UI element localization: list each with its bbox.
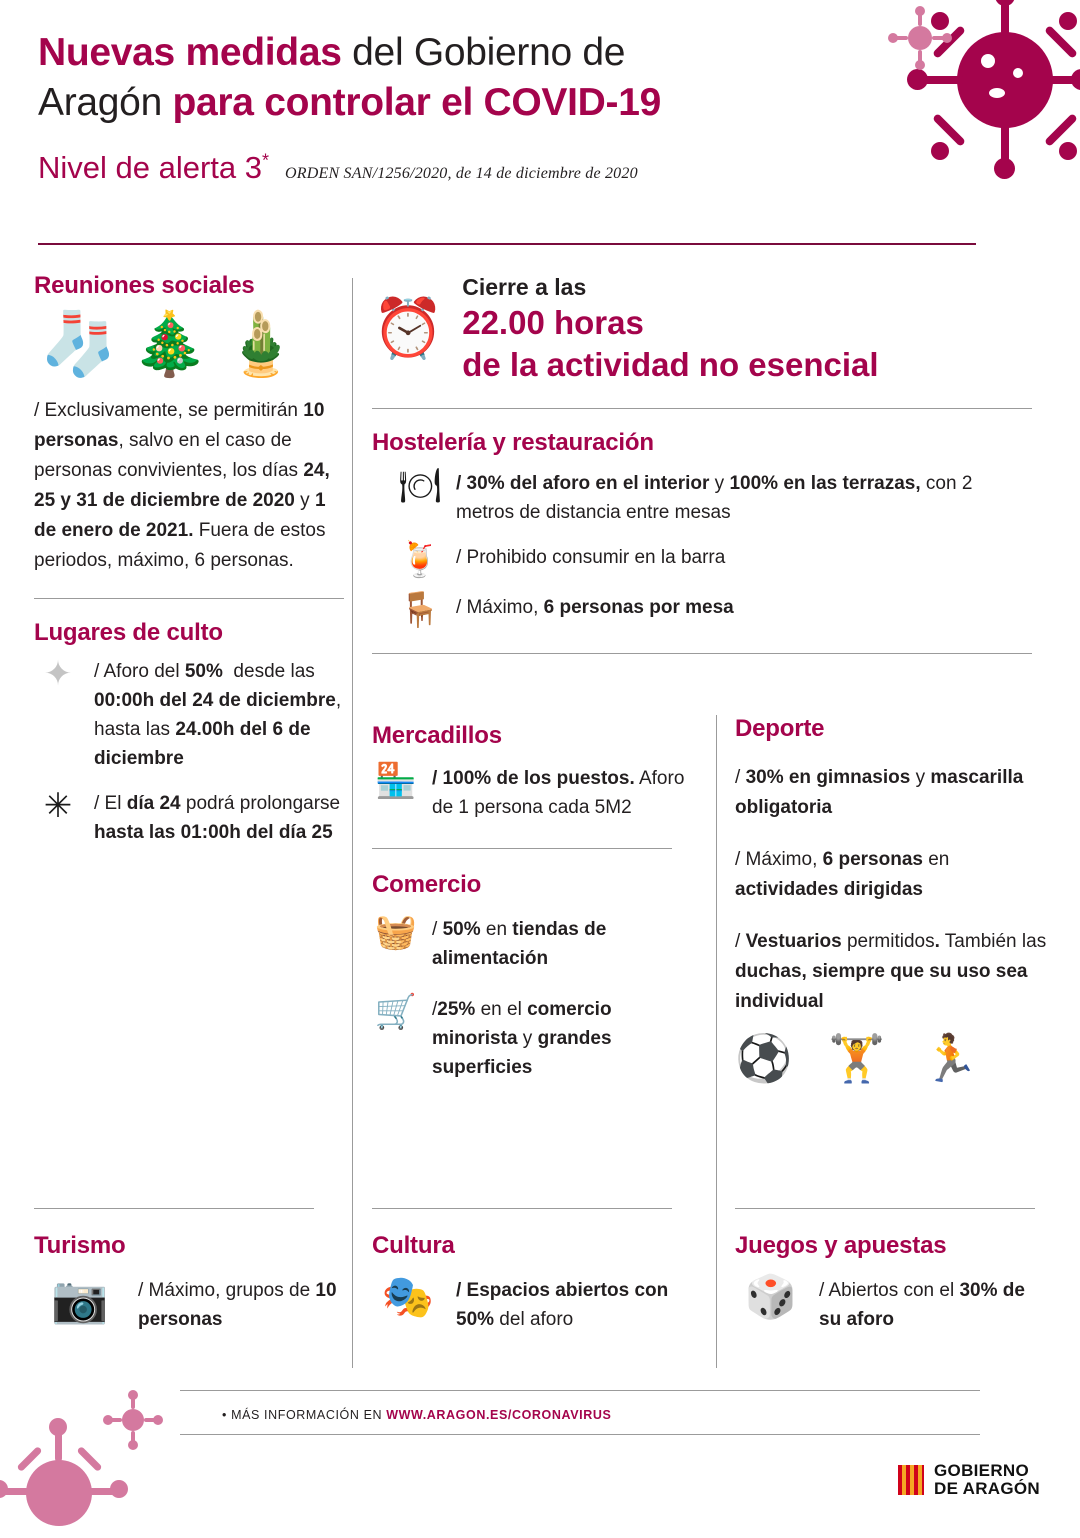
section-title-culto: Lugares de culto [34, 619, 223, 646]
footer-divider-bottom [180, 1434, 980, 1435]
star-icon: ✳ [43, 787, 73, 825]
column-middle [372, 272, 1032, 674]
table-chairs-icon: 🪑 [398, 591, 442, 629]
section-title-cultura: Cultura [372, 1232, 455, 1259]
mercadillos-item-1-text: / 100% de los puestos. Aforo de 1 persona cada 5M2 [432, 768, 685, 818]
christmas-bauble-icon: 🎍 [222, 310, 300, 379]
logo-line-1: GOBIERNO [934, 1461, 1029, 1480]
section-title-comercio: Comercio [372, 871, 482, 898]
christmas-stocking-icon: 🧦 [40, 310, 118, 379]
camera-icon: 📷 [51, 1273, 109, 1325]
closing-hours-block [372, 272, 1032, 386]
blank-icon: ✦ [43, 655, 73, 693]
turismo-item-text: / Máximo, grupos de 10 personas [138, 1280, 337, 1330]
weightlifting-icon: 🏋 [828, 1032, 886, 1084]
divider-mid-1 [372, 408, 1032, 409]
food-dome-icon: 🍽 [398, 467, 442, 505]
header-divider [38, 243, 976, 245]
divider-left-1 [34, 598, 344, 599]
juegos-item-text: / Abiertos con el 30% de su aforo [819, 1280, 1025, 1330]
section-comercio [372, 871, 702, 1082]
shopping-cart-icon: 🛒 [374, 993, 418, 1031]
footer-info-url[interactable]: WWW.ARAGON.ES/CORONAVIRUS [386, 1408, 612, 1422]
divider-mid-2 [372, 653, 1032, 654]
title-part-1: Nuevas medidas [38, 31, 342, 74]
culto-item-1-text: / Aforo del 50% desde las 00:00h del 24 de diciembre, hasta las 24.00h del 6 de diciembre [94, 661, 342, 769]
virus-illustration-bottom-small [105, 1392, 161, 1448]
section-juegos-apuestas [735, 1232, 1050, 1350]
cultura-item [372, 1273, 702, 1334]
government-logo [898, 1462, 1040, 1498]
virus-illustration-small-top [890, 8, 950, 68]
deporte-icons-row [735, 1032, 1050, 1084]
title-part-2: del Gobierno de [341, 31, 626, 74]
footer-divider-top [180, 1390, 980, 1391]
column-divider-left [352, 278, 353, 1368]
hosteleria-item-3-text: / Máximo, 6 personas por mesa [456, 597, 734, 618]
footer-info [222, 1408, 611, 1422]
comercio-item-2-text: /25% en el comercio minorista y grandes superficies [432, 999, 612, 1078]
order-reference: ORDEN SAN/1256/2020, de 14 de diciembre de 2020 [285, 165, 638, 182]
footer-info-label: MÁS INFORMACIÓN EN [231, 1408, 387, 1422]
hosteleria-item-1-text: / 30% del aforo en el interior y 100% en las terrazas, con 2 metros de distancia entre mesas [456, 473, 973, 523]
divider-bottom-mid [372, 1208, 672, 1209]
section-cultura [372, 1232, 702, 1350]
section-lugares-de-culto [34, 619, 344, 847]
comercio-item-1 [372, 915, 702, 973]
section-title-reuniones: Reuniones sociales [34, 272, 255, 299]
deporte-item-1: / 30% en gimnasios y mascarilla obligatoria [735, 767, 1024, 818]
dice-icon: 🎲 [744, 1273, 798, 1320]
section-title-juegos: Juegos y apuestas [735, 1232, 947, 1259]
column-left [34, 272, 344, 863]
title-part-3: Aragón [38, 81, 173, 124]
section-reuniones-sociales [34, 272, 344, 576]
culto-item-1 [34, 657, 344, 773]
football-icon: ⚽ [735, 1032, 793, 1084]
hosteleria-item-2-text: / Prohibido consumir en la barra [456, 547, 726, 568]
section-hosteleria [372, 429, 1032, 627]
closing-hours: 22.00 horas [462, 304, 644, 341]
footer-bullet: • [222, 1408, 227, 1422]
juegos-item [735, 1273, 1050, 1334]
christmas-icons-row [40, 310, 344, 379]
comercio-item-1-text: / 50% en tiendas de alimentación [432, 919, 607, 969]
reuniones-text: / Exclusivamente, se permitirán 10 personas, salvo en el caso de personas convivientes, los días 24, 25 y 31 de diciembre de 2020 y 1 de enero de 2021. Fuera de estos periodos, máximo, 6 personas. [34, 400, 330, 571]
section-deporte [735, 715, 1050, 1084]
alert-level-asterisk: * [262, 150, 270, 171]
turismo-item [34, 1273, 344, 1334]
logo-line-2: DE ARAGÓN [934, 1479, 1040, 1498]
aragon-flag-icon [898, 1465, 924, 1495]
christmas-tree-icon: 🎄 [131, 310, 209, 379]
section-title-turismo: Turismo [34, 1232, 126, 1259]
culto-item-2 [34, 789, 344, 847]
alert-level [38, 150, 269, 186]
section-title-mercadillos: Mercadillos [372, 722, 502, 749]
header [38, 28, 878, 186]
cocktail-icon: 🍹 [398, 541, 442, 579]
closing-line2-rest: de la actividad no esencial [462, 346, 879, 383]
market-stall-icon: 🏪 [374, 762, 418, 800]
virus-illustration-large [905, 0, 1080, 190]
section-title-deporte: Deporte [735, 715, 825, 742]
culto-item-2-text: / El día 24 podrá prolongarse hasta las 01:00h del día 25 [94, 793, 341, 843]
title-part-4: para controlar el COVID-19 [172, 81, 662, 124]
grocery-basket-icon: 🧺 [374, 913, 418, 951]
running-icon: 🏃 [921, 1032, 979, 1084]
comercio-item-2 [372, 995, 702, 1082]
alarm-clock-icon: ⏰ [372, 296, 445, 361]
hosteleria-item-1 [396, 469, 1032, 527]
hosteleria-item-2 [396, 543, 1032, 577]
column-divider-right [716, 715, 717, 1368]
government-logo-text [934, 1462, 1040, 1498]
column-middle-lower [372, 722, 702, 1098]
alert-level-text: Nivel de alerta 3 [38, 150, 263, 185]
section-turismo [34, 1232, 344, 1350]
mercadillos-item-1 [372, 764, 702, 822]
page-title [38, 28, 878, 128]
deporte-item-3: / Vestuarios permitidos. También las duchas, siempre que su uso sea individual [735, 931, 1047, 1012]
section-mercadillos [372, 722, 702, 822]
deporte-item-2: / Máximo, 6 personas en actividades dirigidas [735, 849, 950, 900]
virus-illustration-bottom-left [0, 1408, 130, 1538]
theater-masks-icon: 🎭 [381, 1273, 435, 1320]
closing-line1: Cierre a las [462, 274, 587, 300]
section-title-hosteleria: Hostelería y restauración [372, 429, 654, 456]
divider-bottom-right [735, 1208, 1035, 1209]
divider-mid-3 [372, 848, 672, 849]
cultura-item-text: / Espacios abiertos con 50% del aforo [456, 1280, 669, 1330]
divider-bottom-left [34, 1208, 314, 1209]
hosteleria-item-3 [396, 593, 1032, 627]
